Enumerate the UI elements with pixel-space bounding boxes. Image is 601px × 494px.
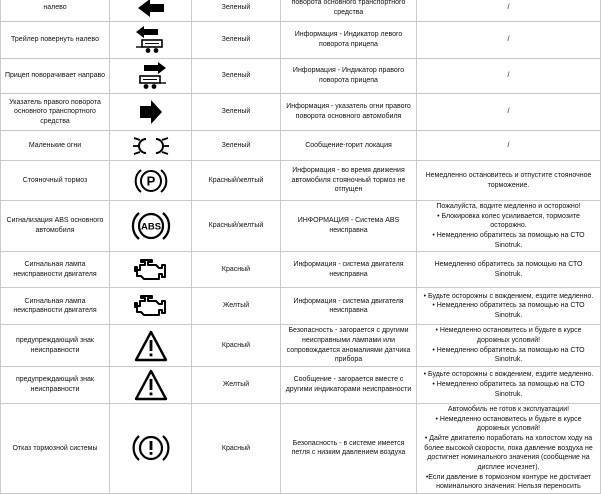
abs-label: ABS (140, 221, 161, 233)
action-line: • Немедленно остановитесь и будьте в курсе дорожных условий! (435, 415, 582, 433)
icon-cell (110, 131, 192, 161)
table-row (1, 0, 601, 22)
icon-cell (110, 94, 192, 131)
indicator-action: / (417, 131, 601, 161)
indicator-description: Информация - система двигателя неисправна (281, 252, 417, 288)
indicator-color: Зеленый (192, 59, 281, 94)
indicator-name: Сигнальная лампа неисправности двигателя (1, 288, 110, 325)
indicator-action (417, 325, 601, 367)
indicator-name: налево (1, 0, 110, 22)
indicator-description: Сообщение - загорается вместе с другими индикаторами неисправности (281, 366, 417, 403)
indicator-name: Сигнализация ABS основного автомобиля (1, 201, 110, 252)
table-row (1, 288, 601, 325)
action-line: • Будьте осторожны с вождением, ездите медленно. (423, 292, 594, 300)
arrow-right-icon (138, 99, 164, 125)
action-line: •Если давление в тормозном контуре не достигает номинального значения: Нельзя переносить (425, 473, 592, 491)
icon-cell (110, 366, 192, 403)
indicator-description: Информация - Индикатор правого поворота прицепа (281, 59, 417, 94)
parking-brake-icon (134, 166, 168, 196)
table-row (1, 59, 601, 94)
icon-cell (110, 59, 192, 94)
indicator-description: Информация - указатель огни правого поворота основного автомобиля (281, 94, 417, 131)
indicator-color: Зеленый (192, 131, 281, 161)
brake-failure-icon (131, 431, 171, 465)
table-row (1, 94, 601, 131)
indicator-action: Немедленно обратитесь за помощью на СТО Sinotruk. (417, 252, 601, 288)
engine-icon (133, 293, 169, 319)
action-line: • Немедленно обратитесь за помощью на СТО Sinotruk. (432, 346, 585, 364)
action-line: • Немедленно остановитесь и будьте в курсе дорожных условий! (435, 327, 582, 344)
indicator-action: Немедленно остановитесь и отпустите стояночное торможение. (417, 161, 601, 201)
action-line: • Будьте осторожны с вождением, ездите медленно. (423, 371, 594, 379)
indicator-color: Зеленый (192, 22, 281, 59)
trailer-turn-right-icon (134, 61, 168, 91)
indicator-name: Отказ тормозной системы (1, 403, 110, 493)
indicator-description: Сообщение-горит локация (281, 131, 417, 161)
table-row (1, 22, 601, 59)
indicator-name: Маленькие огни (1, 131, 110, 161)
side-lights-icon (131, 135, 171, 157)
engine-icon (133, 257, 169, 283)
svg-text:P: P (146, 173, 155, 188)
table-row (1, 325, 601, 367)
indicator-color: Желтый (192, 288, 281, 325)
icon-cell (110, 22, 192, 59)
table-row (1, 201, 601, 252)
indicator-name: Сигнальная лампа неисправности двигателя (1, 252, 110, 288)
indicator-color: Зеленый (192, 94, 281, 131)
indicator-color: Желтый (192, 366, 281, 403)
icon-cell (110, 288, 192, 325)
action-line: • Дайте двигателю поработать на холостом ходу на более высокой скорости, пока давление воздуха не достигнет номинального значения (сообщение на дисплее исчезнет). (424, 434, 593, 471)
arrow-left-icon (136, 0, 166, 17)
indicator-action: / (417, 22, 601, 59)
indicator-color: Красный/желтый (192, 161, 281, 201)
trailer-turn-left-icon (134, 25, 168, 55)
indicator-action: / (417, 94, 601, 131)
action-line: Автомобиль не готов к эксплуатации! (447, 405, 570, 413)
indicator-description: Безопасность - загорается с другими неисправными лампами или сопровождается аномалиями датчика прибора (281, 325, 417, 367)
indicator-description: Безопасность - в системе имеется петля с низким давлением воздуха (281, 403, 417, 493)
indicator-name: Указатель правого поворота основного транспортного средства (1, 94, 110, 131)
action-line: • Немедленно обратитесь за помощью на СТО Sinotruk. (432, 302, 585, 320)
action-line: • Немедленно обратитесь за помощью на СТО Sinotruk. (432, 381, 585, 398)
indicator-name: Прицеп поворачивает направо (1, 59, 110, 94)
indicator-action (417, 201, 601, 252)
indicator-action (417, 366, 601, 403)
icon-cell (110, 201, 192, 252)
indicator-color: Красный (192, 403, 281, 493)
indicator-action (417, 403, 601, 493)
indicator-action: / (417, 59, 601, 94)
warning-triangle-icon (134, 330, 168, 362)
indicator-name: предупреждающий знак неисправности (1, 366, 110, 403)
indicator-color: Зеленый (192, 0, 281, 22)
table-row (1, 131, 601, 161)
icon-cell (110, 0, 192, 22)
indicator-action: / (417, 0, 601, 22)
indicator-name: предупреждающий знак неисправности (1, 325, 110, 367)
indicator-description: ИНФОРМАЦИЯ - Система ABS неисправна (281, 201, 417, 252)
action-line: • Блокировка колес усиливается, тормозите осторожно. (437, 212, 580, 230)
action-line: Пожалуйста, водите медленно и осторожно! (436, 203, 581, 210)
table-row (1, 366, 601, 403)
icon-cell (110, 252, 192, 288)
indicator-color: Красный (192, 325, 281, 367)
indicator-color: Красный (192, 252, 281, 288)
warning-triangle-icon (134, 369, 168, 401)
indicator-description: Информация - система двигателя неисправна (281, 288, 417, 325)
indicator-color: Красный/желтый (192, 201, 281, 252)
indicator-description: Информация - Индикатор левого поворота прицепа (281, 22, 417, 59)
indicator-description: Информация - во время движения автомобиля стояночный тормоз не отпущен (281, 161, 417, 201)
icon-cell (110, 161, 192, 201)
icon-cell (110, 325, 192, 367)
table-row (1, 403, 601, 493)
table-row (1, 161, 601, 201)
abs-icon (131, 208, 171, 244)
indicator-description: поворота основного транспортного средства (281, 0, 417, 22)
icon-cell (110, 403, 192, 493)
indicator-action (417, 288, 601, 325)
indicator-name: Трейлер повернуть налево (1, 22, 110, 59)
indicator-name: Стояночный тормоз (1, 161, 110, 201)
table-row (1, 252, 601, 288)
action-line: • Немедленно обратитесь за помощью на СТО Sinotruk. (432, 231, 585, 249)
